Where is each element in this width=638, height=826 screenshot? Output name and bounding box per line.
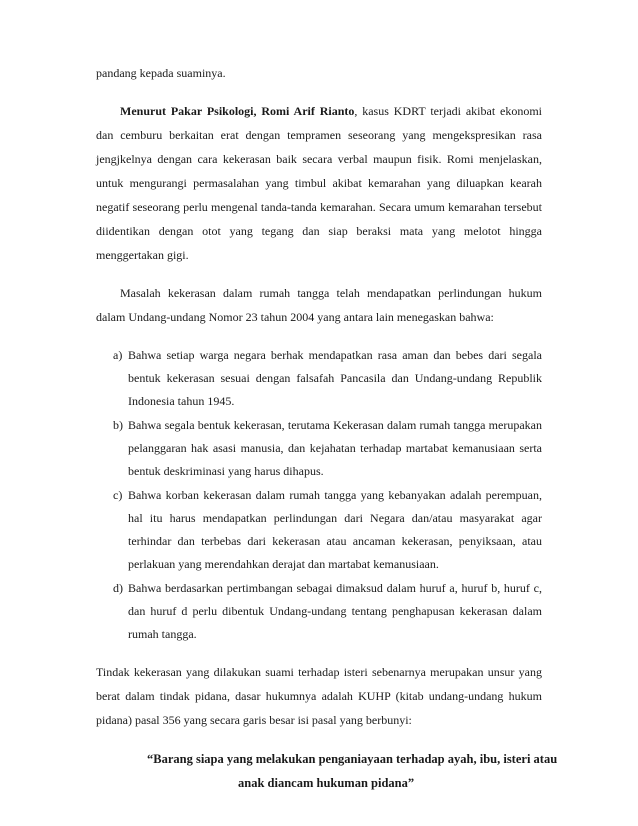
list-marker: b)	[113, 418, 123, 432]
list-item-line: Bahwa berdasarkan pertimbangan sebagai dimaksud dalam huruf a, huruf b, huruf c,	[128, 581, 542, 595]
list-item-line: hal itu harus mendapatkan perlindungan dari Negara dan/atau masyarakat agar	[128, 511, 542, 525]
list-item-line: rumah tangga.	[128, 627, 197, 641]
paragraph-line: negatif seseorang perlu mengenal tanda-tanda kemarahan. Secara umum kemarahan tersebut	[96, 200, 542, 214]
paragraph-line: dan cemburu berkaitan erat dengan tempramen seseorang yang mengekspresikan rasa	[96, 128, 542, 142]
paragraph-line: Tindak kekerasan yang dilakukan suami terhadap isteri sebenarnya merupakan unsur yang	[96, 665, 542, 679]
paragraph-line: Masalah kekerasan dalam rumah tangga telah mendapatkan perlindungan hukum	[120, 286, 542, 300]
list-item-line: bentuk deskriminasi yang harus dihapus.	[128, 464, 324, 478]
paragraph-line: untuk mengurangi permasalahan yang timbul akibat kemarahan yang diluapkan kearah	[96, 176, 542, 190]
list-marker: c)	[113, 488, 123, 502]
list-item-line: Bahwa segala bentuk kekerasan, terutama Kekerasan dalam rumah tangga merupakan	[128, 418, 542, 432]
list-item-line: Indonesia tahun 1945.	[128, 394, 235, 408]
list-item-line: dan huruf d perlu dibentuk Undang-undang tentang penghapusan kekerasan dalam	[128, 604, 542, 618]
list-item-line: Bahwa korban kekerasan dalam rumah tangga yang kebanyakan adalah perempuan,	[128, 488, 542, 502]
list-item-line: Bahwa setiap warga negara berhak mendapatkan rasa aman dan bebes dari segala	[128, 348, 542, 362]
expert-name: Menurut Pakar Psikologi, Romi Arif Rianto	[120, 104, 355, 118]
paragraph-line: diidentikan dengan otot yang tegang dan siap beraksi mata yang melotot hingga	[96, 224, 542, 238]
list-marker: a)	[113, 348, 123, 362]
paragraph-line: dalam Undang-undang Nomor 23 tahun 2004 yang antara lain menegaskan bahwa:	[96, 310, 494, 324]
paragraph-line: jengjkelnya dengan cara kekerasan baik secara verbal maupun fisik. Romi menjelaskan,	[96, 152, 542, 166]
paragraph-line: pandang kepada suaminya.	[96, 66, 226, 80]
list-item-line: bentuk kekerasan sesuai dengan falsafah Pancasila dan Undang-undang Republik	[128, 371, 542, 385]
list-marker: d)	[113, 581, 123, 595]
list-item-line: terhindar dan terbebas dari kekerasan atau ancaman kekerasan, penyiksaan, atau	[128, 534, 542, 548]
paragraph-line: Menurut Pakar Psikologi, Romi Arif Rianto, kasus KDRT terjadi akibat ekonomi	[120, 104, 542, 118]
list-item-line: pelanggaran hak asasi manusia, dan kejahatan terhadap martabat kemanusiaan serta	[128, 441, 542, 455]
paragraph-line: menggertakan gigi.	[96, 248, 189, 262]
law-quote-line: “Barang siapa yang melakukan penganiayaan terhadap ayah, ibu, isteri atau	[147, 752, 558, 766]
law-quote-line: anak diancam hukuman pidana”	[238, 776, 415, 790]
paragraph-line: pidana) pasal 356 yang secara garis besar isi pasal yang berbunyi:	[96, 713, 412, 727]
list-item-line: perlakuan yang merendahkan derajat dan martabat kemanusiaan.	[128, 557, 439, 571]
paragraph-line: berat dalam tindak pidana, dasar hukumnya adalah KUHP (kitab undang-undang hukum	[96, 689, 542, 703]
